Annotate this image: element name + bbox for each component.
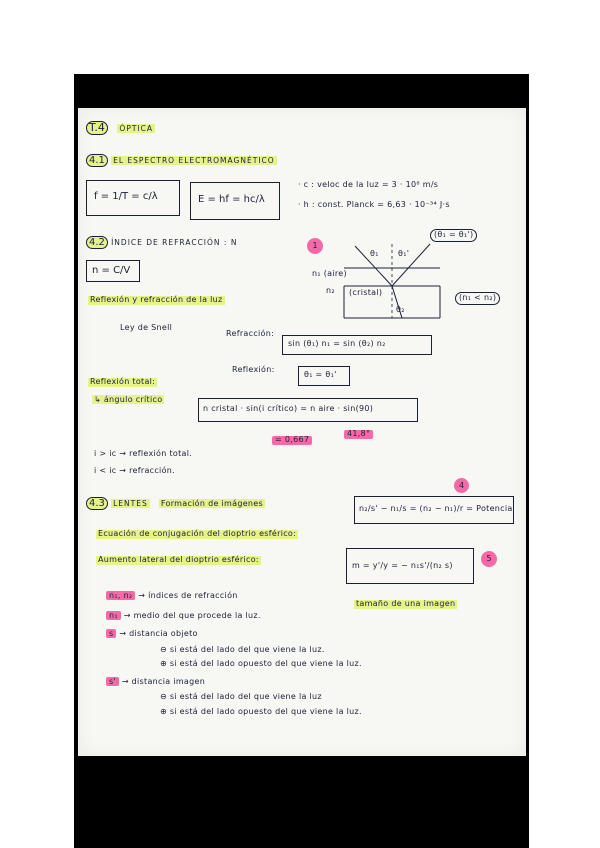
- reflection-label: Reflexión:: [232, 365, 275, 374]
- section-subtitle: Formación de imágenes: [160, 499, 263, 508]
- section-4-3-heading: [86, 497, 265, 510]
- frequency-formula: f = 1/T = c/λ: [94, 191, 158, 202]
- critical-angle-label: ↳ ángulo crítico: [94, 395, 163, 404]
- lateral-magnification-heading: Aumento lateral del dioptrio esférico:: [98, 555, 259, 564]
- legend-row: n₁ → medio del que procede la luz.: [106, 612, 261, 621]
- magnification-number-badge: 5: [481, 551, 497, 567]
- conjugation-formula: n₂/s' − n₁/s = (n₂ − n₁)/r = Potencia: [359, 504, 513, 513]
- refraction-formula: sin (θ₁) n₁ = sin (θ₂) n₂: [288, 339, 386, 348]
- snell-law-label: Ley de Snell: [120, 323, 173, 332]
- legend-row: ⊕ si está del lado opuesto del que viene la luz.: [160, 659, 362, 668]
- image-size-note: tamaño de una imagen: [356, 599, 456, 608]
- light-speed-note: · c : veloc de la luz = 3 · 10⁸ m/s: [298, 180, 439, 189]
- reflection-refraction-heading: Reflexión y refracción de la luz: [90, 295, 223, 304]
- equation-number-badge: 4: [454, 478, 469, 493]
- n2-medium-note: (cristal): [349, 288, 383, 297]
- legend-row: ⊕ si está del lado opuesto del que viene la luz.: [160, 707, 362, 716]
- index-inequality-label: (n₁ < n₂): [455, 292, 500, 305]
- critical-angle-formula: n cristal · sin(i crítico) = n aire · sin(90): [203, 404, 374, 413]
- legend-row: n₁, n₂ → índices de refracción: [106, 592, 238, 601]
- critical-sine-value: = 0,667: [272, 436, 312, 445]
- section-title: LENTES: [113, 499, 148, 508]
- angle-equality-label: (θ₁ = θ₁'): [430, 229, 477, 242]
- theta1-prime-label: θ₁': [398, 249, 410, 258]
- legend-row: s' → distancia imagen: [106, 678, 205, 687]
- total-reflection-rule: i > ic → reflexión total.: [94, 449, 193, 458]
- diagram-number-badge: 1: [307, 238, 323, 254]
- theta2-label: θ₂: [396, 305, 405, 314]
- conjugation-heading: Ecuación de conjugación del dioptrio esférico:: [98, 529, 297, 538]
- refraction-rule: i < ic → refracción.: [94, 466, 175, 475]
- legend-row: s → distancia objeto: [106, 630, 198, 639]
- section-number: 4.2: [86, 236, 108, 249]
- section-title: EL ESPECTRO ELECTROMAGNÉTICO: [113, 156, 275, 165]
- theta1-label: θ₁: [370, 249, 379, 258]
- topic-number: T.4: [86, 121, 108, 135]
- reflection-formula: θ₁ = θ₁': [304, 370, 337, 379]
- refraction-label: Refracción:: [226, 329, 275, 338]
- n1-medium-label: n₁ (aire): [312, 269, 347, 278]
- total-reflection-heading: Reflexión total:: [90, 377, 156, 386]
- legend-row: ⊖ si está del lado del que viene la luz.: [160, 645, 325, 654]
- planck-note: · h : const. Planck = 6,63 · 10⁻³⁴ J·s: [298, 200, 450, 209]
- topic-title: ÓPTICA: [119, 124, 154, 133]
- section-number: 4.3: [86, 497, 108, 510]
- index-formula: n = C/V: [92, 265, 131, 276]
- section-title: ÍNDICE DE REFRACCIÓN : N: [111, 238, 238, 247]
- energy-formula: E = hf = hc/λ: [198, 194, 265, 205]
- legend-row: ⊖ si está del lado del que viene la luz: [160, 692, 322, 701]
- section-number: 4.1: [86, 154, 108, 167]
- critical-angle-value: 41,8°: [344, 430, 373, 439]
- magnification-formula: m = y'/y = − n₁s'/(n₂ s): [352, 561, 453, 570]
- n2-medium-label: n₂: [326, 286, 335, 295]
